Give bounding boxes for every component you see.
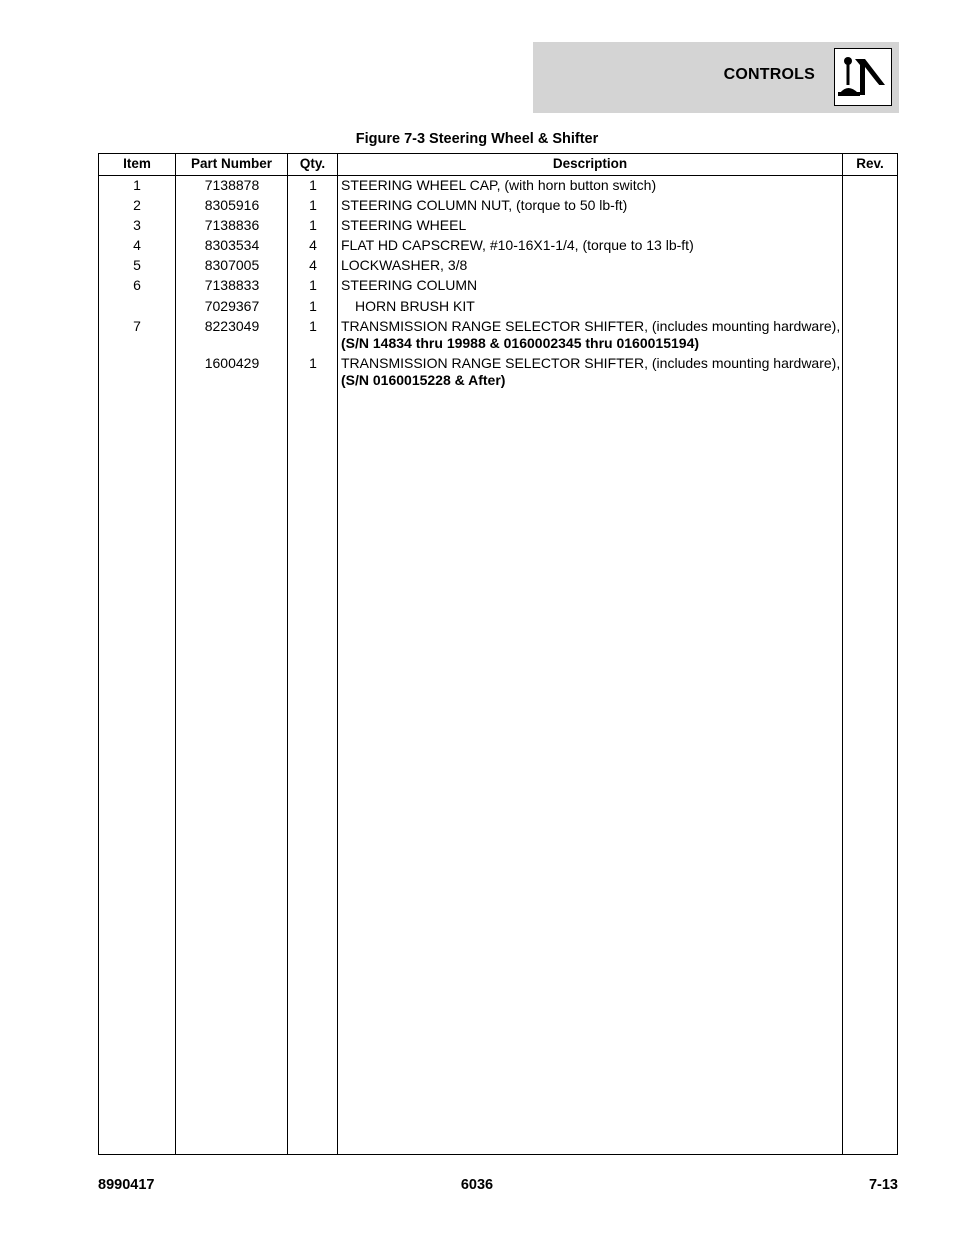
quantity: 1 xyxy=(309,355,317,371)
item-number: 1 xyxy=(133,177,141,193)
part-number: 8223049 xyxy=(204,318,260,334)
description: STEERING COLUMN NUT, (torque to 50 lb-ft) xyxy=(341,197,628,213)
quantity: 1 xyxy=(309,197,317,213)
item-number: 5 xyxy=(133,257,141,273)
item-number: 3 xyxy=(133,217,141,233)
part-number: 7138878 xyxy=(204,177,260,193)
description: STEERING WHEEL CAP, (with horn button switch) xyxy=(341,177,657,193)
part-number: 8305916 xyxy=(204,197,260,213)
column-header-description: Description xyxy=(552,156,628,171)
column-header-item: Item xyxy=(123,156,151,171)
quantity: 1 xyxy=(309,177,317,193)
description: LOCKWASHER, 3/8 xyxy=(341,257,468,273)
part-number: 8303534 xyxy=(204,237,260,253)
quantity: 4 xyxy=(309,237,317,253)
section-header xyxy=(533,42,899,113)
description: TRANSMISSION RANGE SELECTOR SHIFTER, (includes mounting hardware), (S/N 0160015228 & After) xyxy=(341,355,841,388)
description: HORN BRUSH KIT xyxy=(355,298,475,314)
part-number: 7029367 xyxy=(204,298,260,314)
page-number: 7-13 xyxy=(868,1177,898,1193)
quantity: 1 xyxy=(309,318,317,334)
part-number: 7138833 xyxy=(204,277,260,293)
serial-range: (S/N 14834 thru 19988 & 0160002345 thru 0160015194) xyxy=(341,335,700,351)
description: FLAT HD CAPSCREW, #10-16X1-1/4, (torque to 13 lb-ft) xyxy=(341,237,694,253)
quantity: 1 xyxy=(309,217,317,233)
quantity: 1 xyxy=(309,277,317,293)
parts-table xyxy=(98,153,898,1155)
column-divider xyxy=(337,154,338,1154)
serial-range: (S/N 0160015228 & After) xyxy=(341,372,506,388)
column-header-qty: Qty. xyxy=(299,156,326,171)
model-number: 6036 xyxy=(460,1177,494,1193)
description: STEERING WHEEL xyxy=(341,217,467,233)
header-divider xyxy=(99,175,897,176)
section-title: CONTROLS xyxy=(723,66,815,83)
column-header-rev: Rev. xyxy=(856,156,884,171)
column-header-part-number: Part Number xyxy=(190,156,273,171)
description: STEERING COLUMN xyxy=(341,277,478,293)
document-number: 8990417 xyxy=(98,1177,155,1193)
item-number: 7 xyxy=(133,318,141,334)
part-number: 8307005 xyxy=(204,257,260,273)
part-number: 1600429 xyxy=(204,355,260,371)
quantity: 4 xyxy=(309,257,317,273)
quantity: 1 xyxy=(309,298,317,314)
joystick-lever-icon xyxy=(834,48,892,106)
figure-title: Figure 7-3 Steering Wheel & Shifter xyxy=(355,131,599,147)
item-number: 2 xyxy=(133,197,141,213)
item-number: 6 xyxy=(133,277,141,293)
description: TRANSMISSION RANGE SELECTOR SHIFTER, (includes mounting hardware), (S/N 14834 thru 19988 & 0160002345 thru 0160015194) xyxy=(341,318,841,351)
part-number: 7138836 xyxy=(204,217,260,233)
item-number: 4 xyxy=(133,237,141,253)
